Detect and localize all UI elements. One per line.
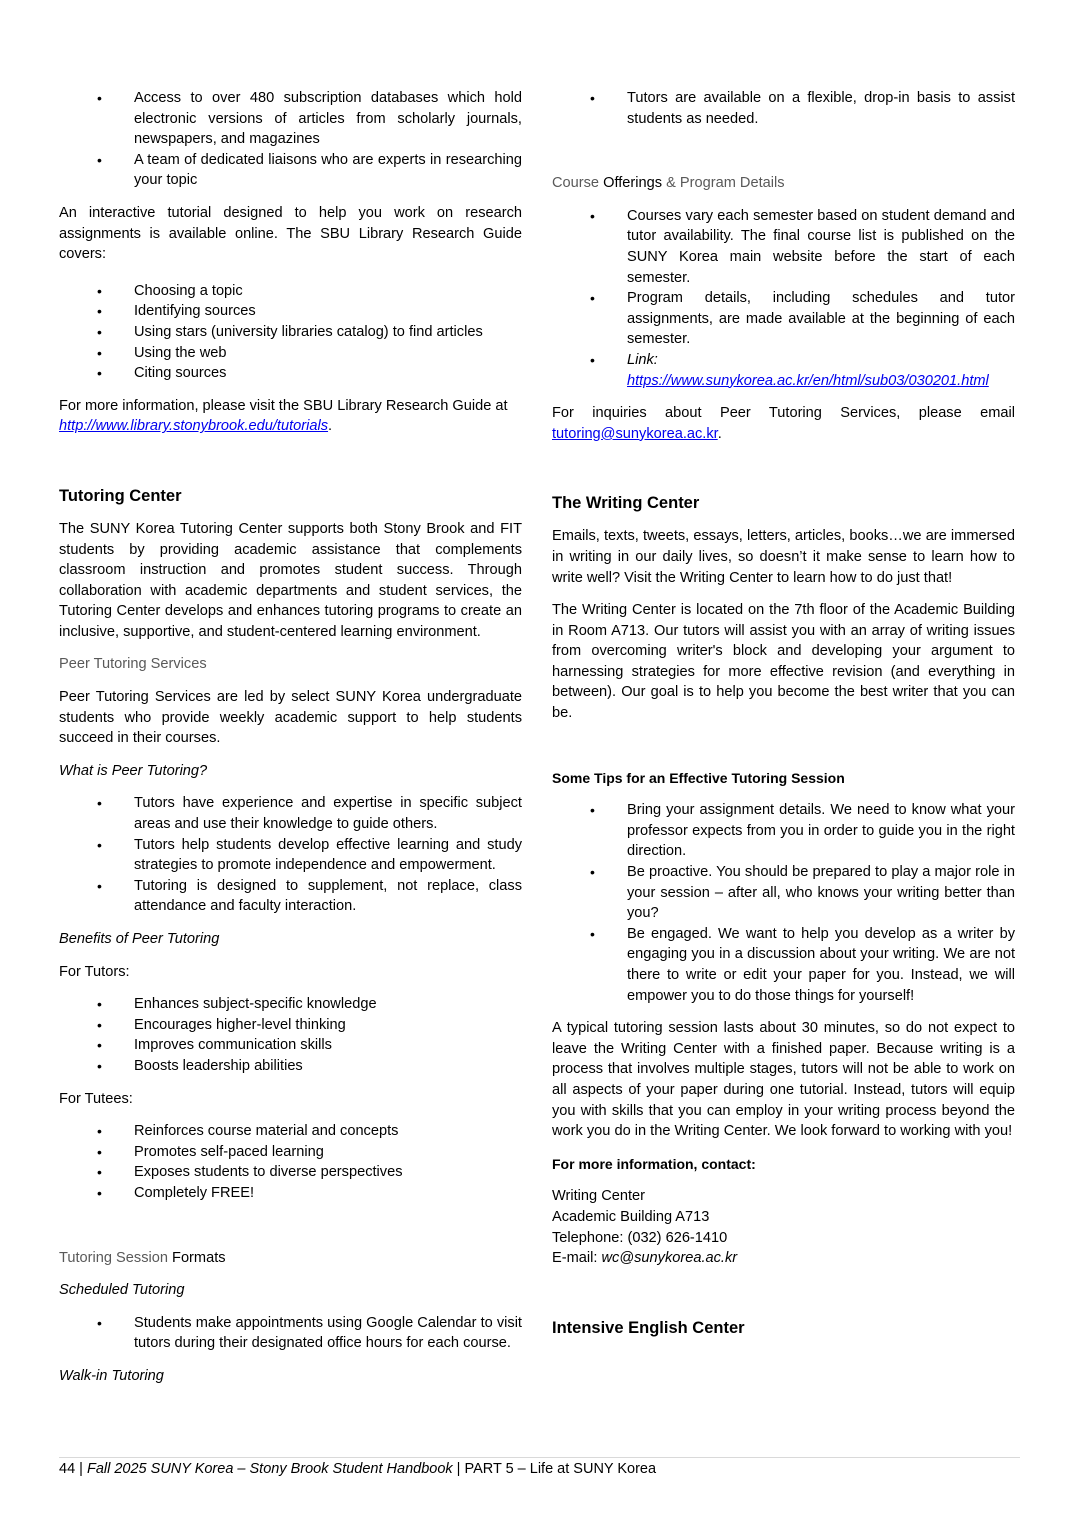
course-offerings-list (552, 206, 1015, 391)
list-item: • Identifying sources (59, 301, 522, 322)
list-item: • Improves communication skills (59, 1035, 522, 1056)
tutoring-center-intro: The SUNY Korea Tutoring Center supports both Stony Brook and FIT students by providing academic assistance that complements classroom instruction and promotes student success. Through collaboration with academic departments and student services, the Tutoring Center develops and enhances tutoring programs to create an inclusive, supportive, and student-centered learning environment. (59, 520, 522, 640)
list-item: • Enhances subject-specific knowledge (59, 994, 522, 1015)
list-item: • Using stars (university libraries catalog) to find articles (59, 322, 522, 343)
scheduled-tutoring-list (59, 1313, 522, 1354)
offerings-heading-part: & Program Details (662, 175, 785, 192)
intensive-english-center-heading: Intensive English Center (552, 1318, 745, 1337)
writing-center-para1: Emails, texts, tweets, essays, letters, articles, books…we are immersed in writing in our daily lives, so doesn’t it make sense to learn how to write well? Visit the Writing Center to learn how to do just that! (552, 528, 1015, 586)
tutoring-email-link[interactable]: tutoring@sunykorea.ac.kr (552, 425, 718, 442)
guide-topics-list (59, 281, 522, 384)
session-formats-heading-part: Formats (172, 1249, 226, 1266)
list-item: • Access to over 480 subscription databases which hold electronic versions of articles from scholarly journals, newspapers, and magazines (59, 88, 522, 150)
session-formats-subheading (59, 1248, 522, 1269)
offerings-heading-part: Course (552, 175, 604, 192)
more-info-end: . (328, 418, 333, 435)
writing-center-para2: The Writing Center is located on the 7th floor of the Academic Building in Room A713. Our tutors will assist you with an array of writing issues from overcoming writer's block and developing your argument to harnessing strategies for more effective revision (and everything in between). Our goal is to help you become the best writer that you can be. (552, 602, 1015, 722)
for-tutees-label: For Tutees: (59, 1090, 133, 1107)
writing-center-heading: The Writing Center (552, 494, 700, 513)
scheduled-tutoring-heading: Scheduled Tutoring (59, 1282, 185, 1299)
handbook-title: Fall 2025 SUNY Korea – Stony Brook Student Handbook (86, 1461, 453, 1477)
list-item: • Program details, including schedules and tutor assignments, are made available at the beginning of each semester. (552, 288, 1015, 350)
tutoring-center-heading: Tutoring Center (59, 486, 182, 505)
left-column (59, 88, 522, 1399)
footer-divider (59, 1457, 1020, 1458)
contact-name: Writing Center (552, 1188, 645, 1205)
list-item (552, 350, 1015, 391)
list-item: • Choosing a topic (59, 281, 522, 302)
contact-email-label: E-mail: (552, 1250, 602, 1267)
list-item: • Be engaged. We want to help you develop as a writer by engaging you in a discussion about your writing. We are not there to write or edit your paper for you. Instead, we will empower you to do those things for yourself! (552, 924, 1015, 1006)
list-item: • Exposes students to diverse perspectives (59, 1162, 522, 1183)
list-item: • Be proactive. You should be prepared to play a major role in your session – after all, who knows your writing better than you? (552, 862, 1015, 924)
tutee-benefits-list (59, 1121, 522, 1203)
course-offerings-subheading (552, 173, 1015, 194)
peer-tutoring-subheading: Peer Tutoring Services (59, 656, 207, 673)
list-item: • Citing sources (59, 363, 522, 384)
list-item: • Tutors have experience and expertise in specific subject areas and use their knowledge to guide others. (59, 793, 522, 834)
course-offerings-link[interactable]: https://www.sunykorea.ac.kr/en/html/sub03/030201.html (627, 372, 989, 389)
list-item: • Reinforces course material and concepts (59, 1121, 522, 1142)
tips-heading: Some Tips for an Effective Tutoring Session (552, 769, 845, 786)
for-tutors-label: For Tutors: (59, 963, 130, 980)
page-number: 44 (59, 1461, 76, 1477)
inquiry-end: . (717, 425, 722, 442)
inquiry-text: For inquiries about Peer Tutoring Services, please email (552, 405, 1015, 422)
tutorial-paragraph: An interactive tutorial designed to help you work on research assignments is available online. The SBU Library Research Guide covers: (59, 204, 522, 263)
peer-tutoring-text: Peer Tutoring Services are led by select SUNY Korea undergraduate students who provide weekly academic support to help students succeed in their courses. (59, 689, 522, 747)
list-item: • Tutors are available on a flexible, drop-in basis to assist students as needed. (552, 88, 1015, 129)
library-tutorials-link[interactable]: http://www.library.stonybrook.edu/tutorials (59, 418, 329, 435)
footer-separator: | (75, 1461, 87, 1477)
writing-center-para3: A typical tutoring session lasts about 30 minutes, so do not expect to leave the Writing Center with a finished paper. Because writing is a process that involves multiple stages, tutors will not be able to work on all aspects of your paper during one tutorial. Instead, tutors will equip you with skills that you can employ in your writing process beyond the work you do in the Writing Center. We look forward to working with you! (552, 1020, 1015, 1140)
contact-block (552, 1186, 1015, 1268)
walkin-tutoring-list (552, 88, 1015, 129)
list-item: • Bring your assignment details. We need to know what your professor expects from you in order to guide you in the right direction. (552, 800, 1015, 862)
part-title: PART 5 – Life at SUNY Korea (464, 1461, 657, 1477)
offerings-heading-part: Offerings (603, 175, 663, 192)
session-formats-heading-part: Tutoring Session (59, 1249, 173, 1266)
more-info-paragraph (59, 396, 522, 437)
list-item: • Tutors help students develop effective learning and study strategies to promote independence and empowerment. (59, 835, 522, 876)
list-item: • Courses vary each semester based on student demand and tutor availability. The final course list is published on the SUNY Korea main website before the start of each semester. (552, 206, 1015, 288)
list-item: • Promotes self-paced learning (59, 1142, 522, 1163)
footer-separator: | (452, 1461, 465, 1477)
list-item: • Boosts leadership abilities (59, 1056, 522, 1077)
list-item: • A team of dedicated liaisons who are experts in researching your topic (59, 150, 522, 191)
contact-location: Academic Building A713 (552, 1208, 710, 1225)
contact-email-line (552, 1248, 1015, 1269)
tutor-benefits-list (59, 994, 522, 1076)
right-column (552, 88, 1015, 1351)
more-info-text: For more information, please visit the SBU Library Research Guide at (59, 397, 508, 414)
benefits-heading: Benefits of Peer Tutoring (59, 931, 220, 947)
link-label: Link: (627, 351, 658, 368)
list-item: • Completely FREE! (59, 1183, 522, 1204)
contact-email: wc@sunykorea.ac.kr (601, 1250, 738, 1267)
what-is-peer-tutoring-list (59, 793, 522, 917)
page-footer (59, 1461, 656, 1477)
what-is-peer-tutoring-heading: What is Peer Tutoring? (59, 762, 208, 779)
contact-phone: Telephone: (032) 626-1410 (552, 1229, 728, 1246)
list-item: • Tutoring is designed to supplement, not replace, class attendance and faculty interaction. (59, 876, 522, 917)
contact-heading: For more information, contact: (552, 1155, 756, 1172)
list-item: • Encourages higher-level thinking (59, 1015, 522, 1036)
library-bullet-list (59, 88, 522, 191)
list-item: • Using the web (59, 343, 522, 364)
tips-list (552, 800, 1015, 1006)
inquiry-paragraph (552, 403, 1015, 444)
list-item: • Students make appointments using Google Calendar to visit tutors during their designated office hours for each course. (59, 1313, 522, 1354)
walkin-tutoring-heading: Walk-in Tutoring (59, 1367, 164, 1384)
